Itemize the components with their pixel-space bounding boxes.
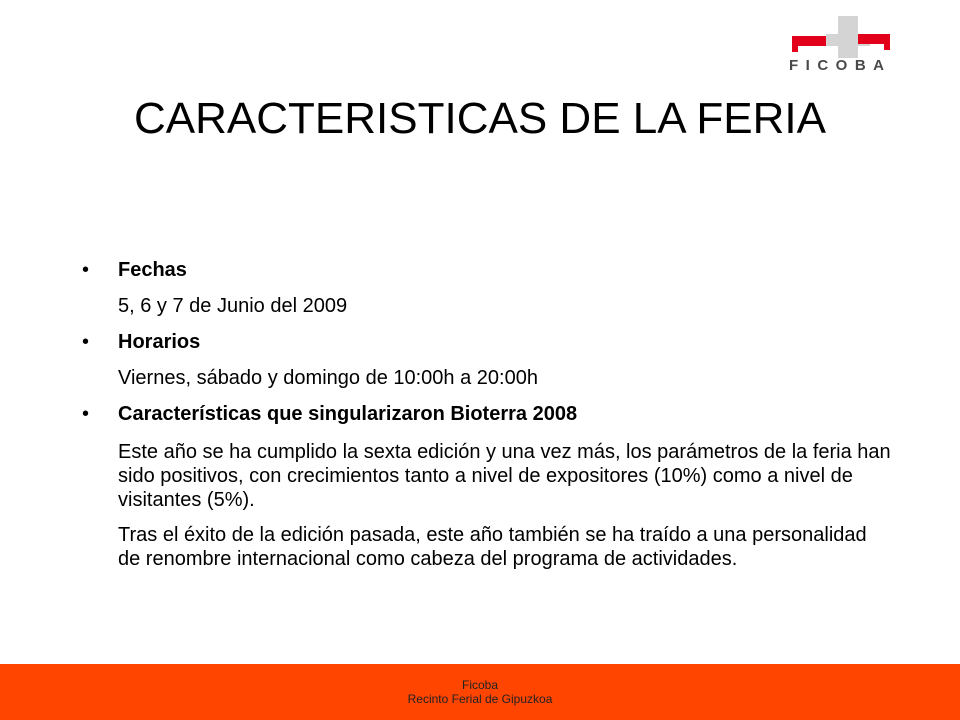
- bullet-dot: •: [82, 259, 90, 281]
- slide-title: CARACTERISTICAS DE LA FERIA: [134, 94, 826, 143]
- footer-org-subtitle: Recinto Ferial de Gipuzkoa: [407, 692, 553, 706]
- caracteristicas-paragraph-1: Este año se ha cumplido la sexta edición y una vez más, los parámetros de la feria han sido positivos, con crecimientos tanto a nivel de expositores (10%) como a nivel de visitantes (5%).: [118, 441, 891, 511]
- caracteristicas-paragraph-2: Tras el éxito de la edición pasada, este año también se ha traído a una personalidad de renombre internacional como cabeza del programa de actividades.: [118, 524, 867, 570]
- bullet-fechas: [82, 258, 892, 282]
- bullet-dot: •: [82, 331, 90, 353]
- bullet-horarios: [82, 330, 892, 354]
- footer-bar: [0, 664, 960, 720]
- bullet-heading-horarios: Horarios: [118, 331, 201, 353]
- bullet-dot: •: [82, 403, 90, 425]
- bullet-heading-caracteristicas: Características que singularizaron Bioterra 2008: [118, 403, 578, 425]
- footer-org-name: Ficoba: [461, 678, 499, 692]
- bullet-caracteristicas: [82, 402, 892, 426]
- slide-content: [82, 258, 892, 571]
- bullet-heading-fechas: Fechas: [118, 259, 187, 281]
- horarios-text: Viernes, sábado y domingo de 10:00h a 20:00h: [118, 367, 538, 389]
- fechas-text: 5, 6 y 7 de Junio del 2009: [118, 295, 348, 317]
- logo-wordmark: FICOBA: [789, 57, 892, 74]
